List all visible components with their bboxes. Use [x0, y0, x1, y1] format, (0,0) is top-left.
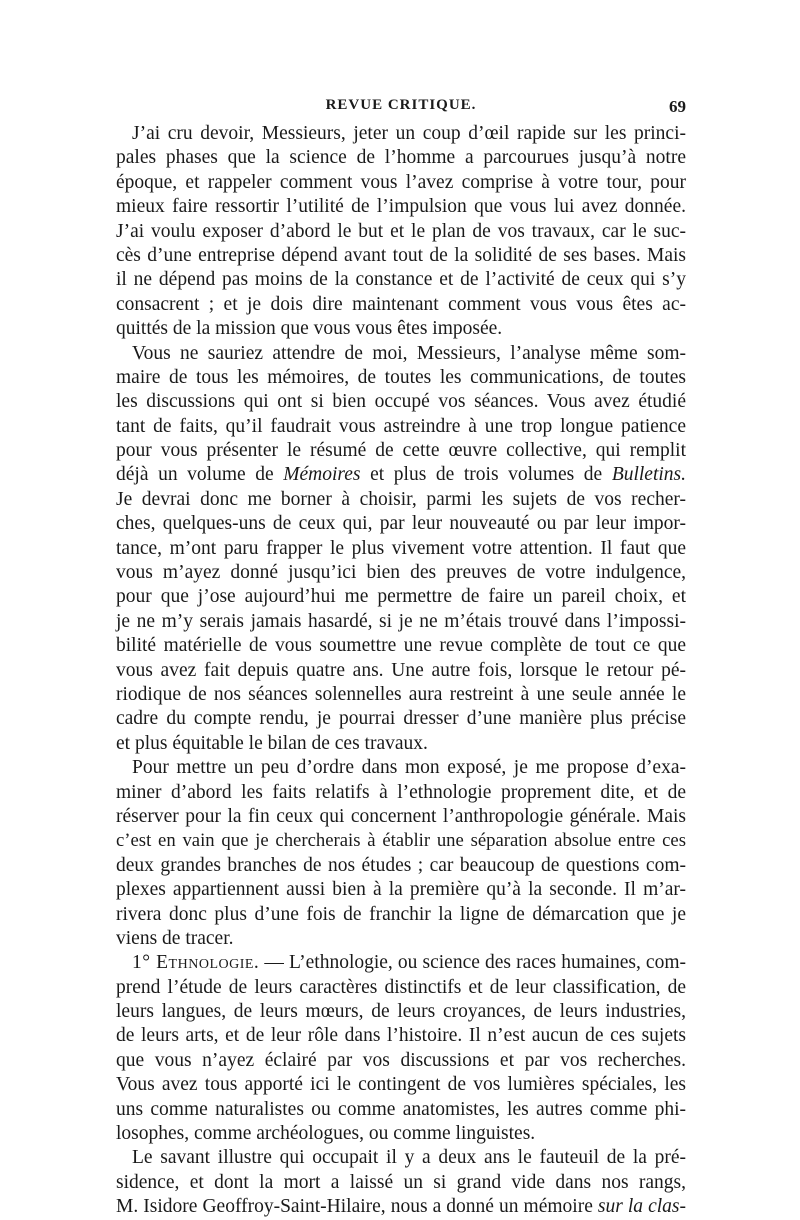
text-line: miner d’abord les faits relatifs à l’ethnologie proprement dite, et de [116, 781, 686, 803]
body-text [116, 122, 686, 1220]
text-run: et plus de trois volumes de [360, 464, 612, 486]
text-line: J’ai cru devoir, Messieurs, jeter un coup d’œil rapide sur les princi- [132, 123, 686, 144]
section-label-ethnologie: 1° Ethnologie. [132, 952, 260, 974]
text-line: bilité matérielle de vous soumettre une revue complète de tout ce que [116, 635, 686, 657]
text-line: cadre du compte rendu, je pourrai dresser d’une manière plus précise [116, 708, 686, 730]
text-line: il ne dépend pas moins de la constance et de l’activité de ceux qui s’y [116, 269, 686, 291]
text-line: prend l’étude de leurs caractères distinctifs et de leur classification, de [116, 976, 686, 998]
text-line: tant de faits, qu’il faudrait vous astreindre à une trop longue patience [116, 415, 686, 437]
text-line: uns comme naturalistes ou comme anatomistes, les autres comme phi- [116, 1098, 686, 1120]
text-line: Vous ne sauriez attendre de moi, Messieurs, l’analyse même som- [132, 342, 686, 364]
text-run: — L’ethnologie, ou science des races humaines, com- [259, 952, 686, 974]
page-number: 69 [669, 97, 686, 116]
book-page [116, 0, 687, 1218]
text-line: que vous n’ayez éclairé par vos discussions et par vos recherches. [116, 1049, 686, 1071]
text-line-section [116, 951, 686, 975]
text-line-final [116, 1195, 686, 1219]
text-line: pales phases que la science de l’homme a parcourues jusqu’à notre [116, 147, 686, 169]
text-line: et plus équitable le bilan de ces travaux. [116, 732, 428, 754]
text-line: plexes appartiennent aussi bien à la première qu’à la seconde. Il m’ar- [116, 879, 686, 901]
text-line: époque, et rappeler comment vous l’avez comprise à votre tour, pour [116, 171, 686, 193]
text-line: pour que j’ose aujourd’hui me permettre de faire un pareil choix, et [116, 586, 686, 608]
text-run: déjà un volume de [116, 464, 284, 486]
text-line: cès d’une entreprise dépend avant tout de la solidité de ses bases. Mais [116, 244, 686, 266]
text-line: mieux faire ressortir l’utilité de l’impulsion que vous lui avez donnée. [116, 196, 686, 218]
text-line: sidence, et dont la mort a laissé un si grand vide dans nos rangs, [116, 1171, 686, 1193]
text-line: Vous avez tous apporté ici le contingent de vos lumières spéciales, les [116, 1074, 686, 1096]
text-line: leurs langues, de leurs mœurs, de leurs croyances, de leurs industries, [116, 1001, 686, 1023]
text-line: pour vous présenter le résumé de cette œuvre collective, qui remplit [116, 440, 686, 462]
text-line: rivera donc plus d’une fois de franchir la ligne de démarcation que je [116, 903, 686, 925]
running-head [116, 97, 686, 119]
text-line: consacrent ; et je dois dire maintenant comment vous vous êtes ac- [116, 293, 686, 315]
italic-title-memoires: Mémoires [283, 464, 361, 486]
text-line: maire de tous les mémoires, de toutes les communications, de toutes [116, 366, 686, 388]
text-line: viens de tracer. [116, 927, 234, 949]
text-line: je ne m’y serais jamais hasardé, si je ne m’étais trouvé dans l’impossi- [116, 610, 686, 632]
text-line: Le savant illustre qui occupait il y a deux ans le fauteuil de la pré- [132, 1147, 686, 1169]
text-line: vous m’ayez donné jusqu’ici bien des preuves de votre indulgence, [116, 562, 686, 584]
text-line: de leurs arts, et de leur rôle dans l’histoire. Il n’est aucun de ces sujets [116, 1025, 686, 1047]
running-title: REVUE CRITIQUE. [325, 97, 477, 113]
text-line: les discussions qui ont si bien occupé vos séances. Vous avez étudié [116, 391, 686, 413]
text-line: réserver pour la fin ceux qui concernent l’anthropologie générale. Mais [116, 805, 686, 827]
italic-title-bulletins: Bulletins. [611, 464, 687, 486]
italic-run: sur la clas- [592, 1196, 686, 1218]
text-line: c’est en vain que je chercherais à établir une séparation absolue entre ces [116, 830, 686, 852]
text-line: J’ai voulu exposer d’abord le but et le plan de vos travaux, car le suc- [116, 220, 686, 242]
text-line: Pour mettre un peu d’ordre dans mon exposé, je me propose d’exa- [132, 757, 686, 779]
text-line: tance, m’ont paru frapper le plus vivement votre attention. Il faut que [116, 537, 686, 559]
text-line: deux grandes branches de nos études ; car beaucoup de questions com- [116, 854, 686, 876]
text-line: quittés de la mission que vous vous êtes imposée. [116, 318, 503, 340]
text-line: losophes, comme archéologues, ou comme linguistes. [116, 1123, 536, 1145]
text-run: M. Isidore Geoffroy-Saint-Hilaire, nous a donné un mémoire [116, 1196, 593, 1218]
text-line: ches, quelques-uns de ceux qui, par leur nouveauté ou par leur impor- [116, 513, 686, 535]
text-line: Je devrai donc me borner à choisir, parmi les sujets de vos recher- [116, 488, 686, 510]
text-line: vous avez fait depuis quatre ans. Une autre fois, lorsque le retour pé- [116, 659, 686, 681]
text-line: riodique de nos séances solennelles aura restreint à une seule année le [116, 683, 686, 705]
text-line-mixed [116, 463, 686, 487]
